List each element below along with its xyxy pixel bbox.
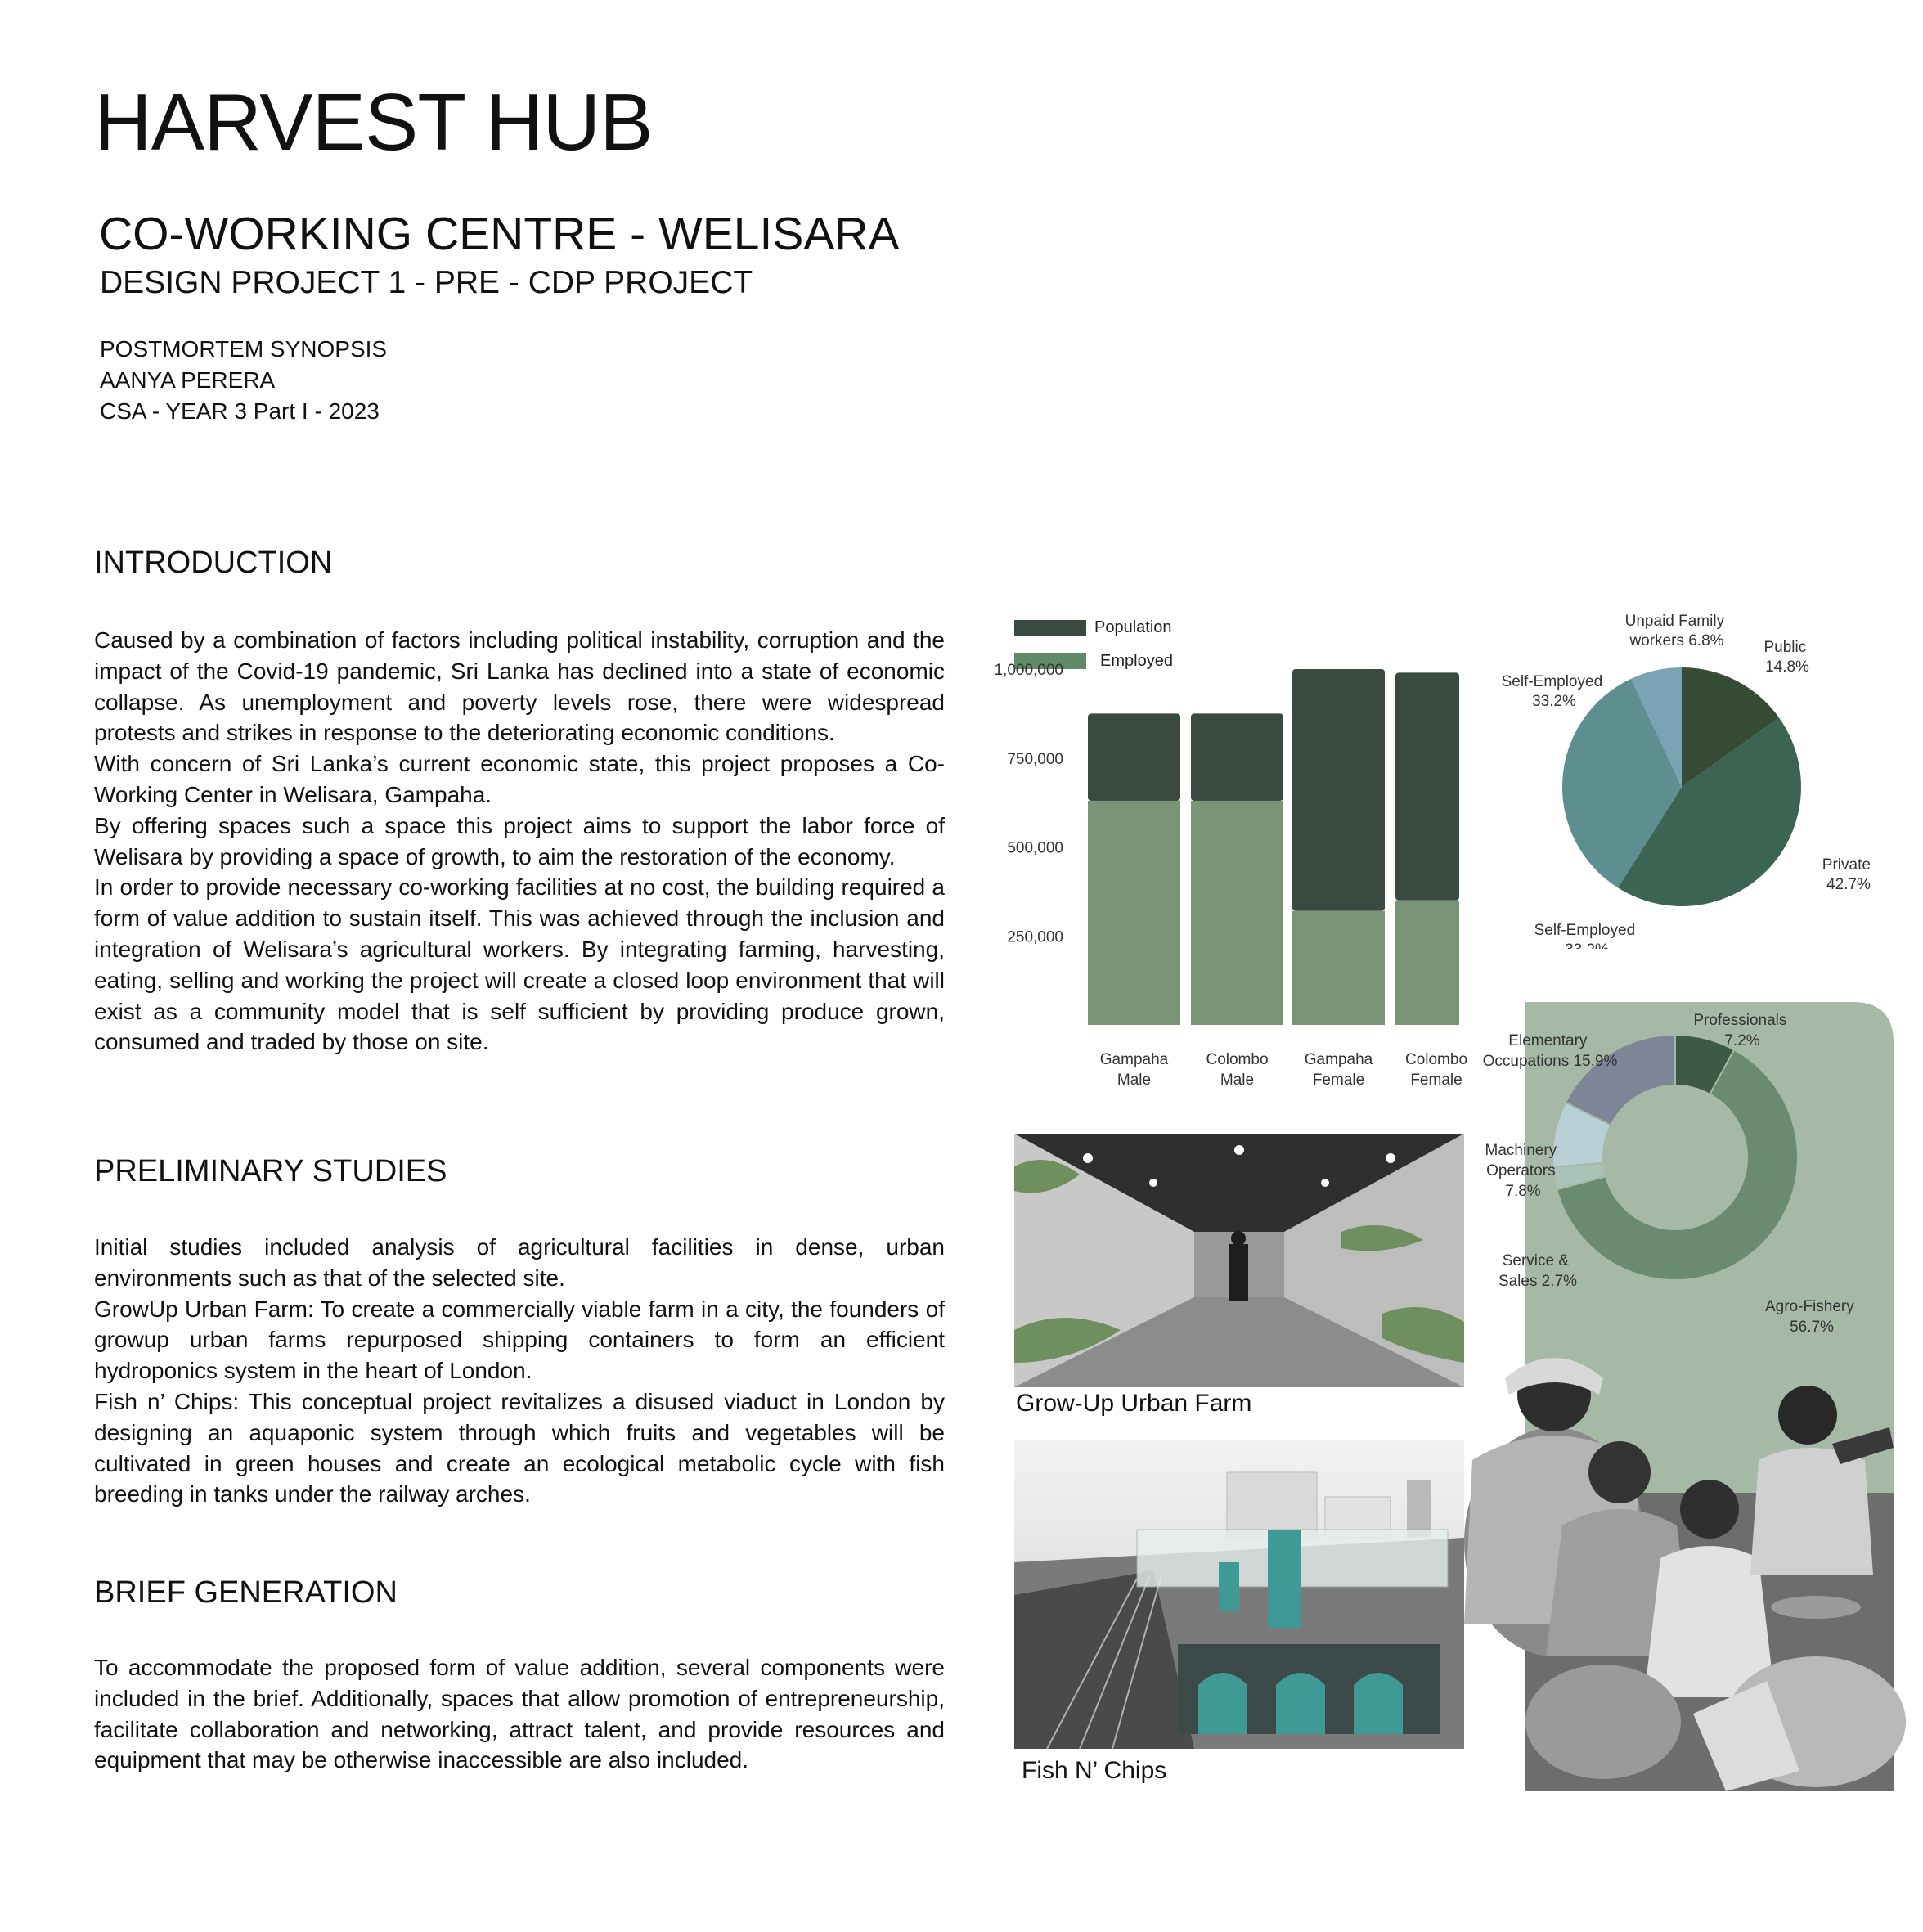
donut-label-machinery: Machinery Operators 7.8% xyxy=(1485,1142,1557,1200)
occupation-panel xyxy=(1456,1002,1898,1791)
brief-text xyxy=(94,1652,945,1776)
growup-urban-farm-photo xyxy=(1014,1134,1464,1387)
x-category-label: Gampaha Male xyxy=(1099,1051,1169,1089)
introduction-heading: INTRODUCTION xyxy=(94,546,333,580)
donut-label-agro: Agro-Fishery 56.7% xyxy=(1764,1298,1854,1336)
bar-employed xyxy=(1395,901,1459,1025)
donut-label-service: Service & Sales 2.7% xyxy=(1498,1252,1578,1290)
bar-employed xyxy=(1088,801,1180,1025)
pie-label-self-employed: Self-Employed 33.2% xyxy=(1501,673,1603,710)
fish-n-chips-caption: Fish N’ Chips xyxy=(1022,1757,1167,1784)
pie-label-unpaid: Unpaid Family workers 6.8% xyxy=(1624,613,1725,649)
bar-population xyxy=(1191,713,1283,801)
x-category-label: Colombo Male xyxy=(1206,1051,1269,1089)
x-category-label: Colombo Female xyxy=(1404,1051,1468,1089)
paragraph: Fish n’ Chips: This conceptual project revitalizes a disused viaduct in London by designing an aquaponic system through which fruits and vegetables will be cultivated in green houses and create an ecological metabolic cycle with fish breeding in tanks under the railway arches. xyxy=(94,1388,945,1507)
bar-employed xyxy=(1292,911,1385,1025)
introduction-text xyxy=(94,625,945,1058)
paragraph: With concern of Sri Lanka’s current economic state, this project proposes a Co-Working Center in Welisara, Gampaha. xyxy=(94,751,945,807)
paragraph: Caused by a combination of factors including political instability, corruption and the impact of the Covid-19 pandemic, Sri Lanka has declined into a state of economic collapse. As unemployment and poverty levels rose, there were widespread protests and strikes in response to the deteriorating economic conditions. xyxy=(94,627,945,746)
paragraph: To accommodate the proposed form of value addition, several components were included in the brief. Additionally, spaces that allow promotion of entrepreneurship, facilitate collaboration and networking, attract talent, and provide resources and equipment that may be otherwise inaccessible are also included. xyxy=(94,1655,945,1773)
meta-line: CSA - YEAR 3 Part I - 2023 xyxy=(100,398,380,424)
donut-label-elementary: Elementary Occupations 15.9% xyxy=(1482,1032,1618,1070)
brief-heading: BRIEF GENERATION xyxy=(94,1575,398,1610)
bar-population xyxy=(1088,713,1180,801)
employment-sector-pie-chart xyxy=(1472,605,1881,957)
paragraph: GrowUp Urban Farm: To create a commercially viable farm in a city, the founders of growup urban farms repurposed shipping containers to form an efficient hydroponics system in the heart of London. xyxy=(94,1296,945,1384)
preliminary-heading: PRELIMINARY STUDIES xyxy=(94,1154,447,1188)
meta-line: AANYA PERERA xyxy=(100,367,276,393)
preliminary-text xyxy=(94,1232,945,1510)
pie-label-private: Private 42.7% xyxy=(1822,856,1871,893)
legend-population-swatch xyxy=(1014,620,1086,636)
pie-label-self-employed-repeat: Self-Employed xyxy=(1534,922,1636,939)
project-meta xyxy=(100,334,387,427)
fish-n-chips-render xyxy=(1014,1440,1464,1749)
y-tick-label: 750,000 xyxy=(1007,750,1063,768)
page-title: HARVEST HUB xyxy=(94,77,653,167)
y-tick-label: 500,000 xyxy=(1007,839,1063,857)
donut-label-professionals: Professionals 7.2% xyxy=(1693,1012,1787,1049)
employment-bar-chart xyxy=(994,605,1489,1096)
bar-population xyxy=(1292,669,1385,911)
meta-line: POSTMORTEM SYNOPSIS xyxy=(100,336,388,362)
legend-employed-label: Employed xyxy=(1100,652,1173,670)
x-category-label: Gampaha Female xyxy=(1304,1051,1373,1089)
y-tick-label: 1,000,000 xyxy=(994,662,1063,679)
growup-caption: Grow-Up Urban Farm xyxy=(1016,1390,1252,1417)
project-course: DESIGN PROJECT 1 - PRE - CDP PROJECT xyxy=(100,265,753,300)
paragraph: By offering spaces such a space this project aims to support the labor force of Welisara by providing a space of growth, to aim the restoration of the economy. xyxy=(94,812,945,869)
bar-employed xyxy=(1191,801,1283,1025)
paragraph: In order to provide necessary co-working facilities at no cost, the building required a form of value addition to sustain itself. This was achieved through the inclusion and integration of Welisara’s agricultural workers. By integrating farming, harvesting, eating, selling and working the project will create a closed loop environment that will exist as a community model that is self sufficient by providing produce grown, consumed and traded by those on site. xyxy=(94,874,945,1055)
y-tick-label: 250,000 xyxy=(1007,928,1063,946)
legend-population-label: Population xyxy=(1094,618,1172,636)
pie-label-cover xyxy=(1505,949,1685,959)
paragraph: Initial studies included analysis of agricultural facilities in dense, urban environments such as that of the selected site. xyxy=(94,1234,945,1291)
bar-population xyxy=(1395,672,1459,900)
project-subtitle: CO-WORKING CENTRE - WELISARA xyxy=(99,208,900,260)
pie-label-public: Public 14.8% xyxy=(1763,639,1809,676)
